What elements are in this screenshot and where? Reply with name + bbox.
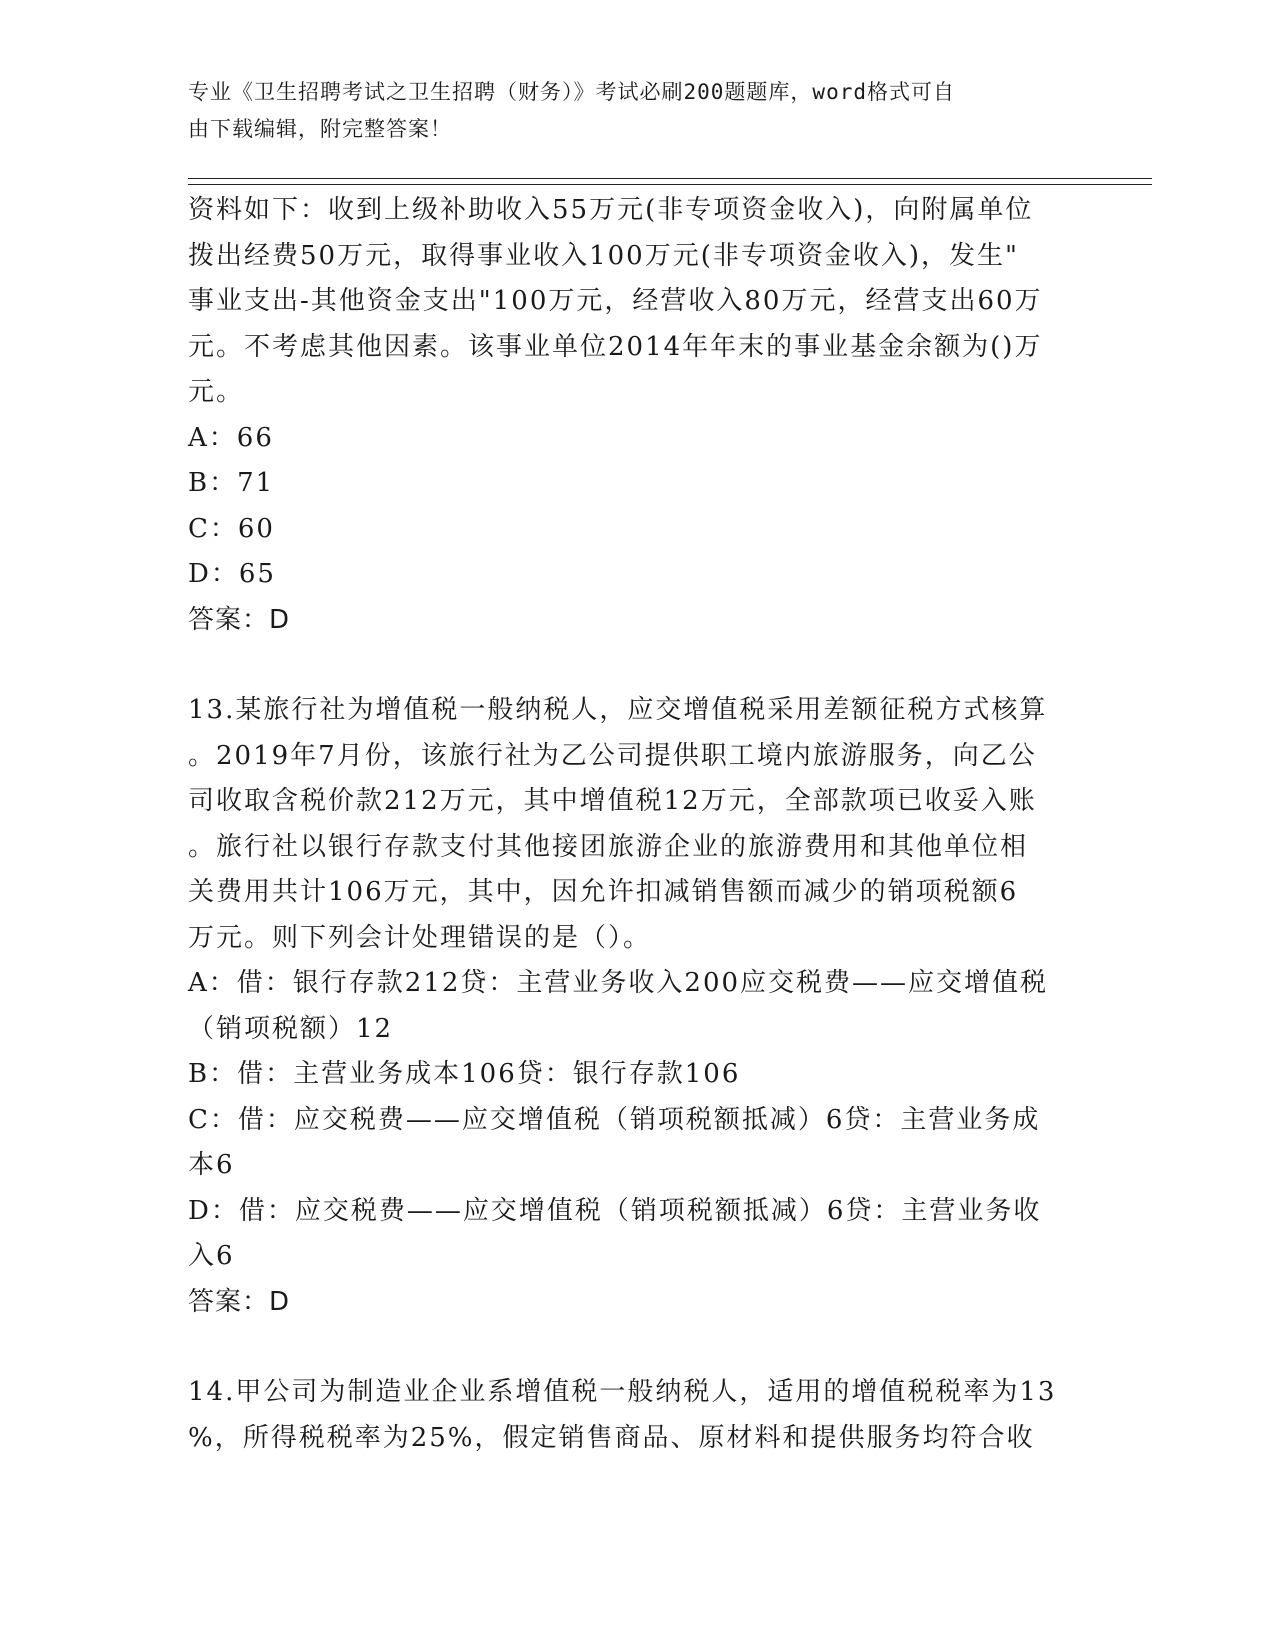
question-stem-line: %，所得税税率为25%，假定销售商品、原材料和提供服务均符合收 <box>188 1422 1035 1453</box>
question-13 <box>188 688 1078 1325</box>
answer: 答案：D <box>188 604 291 635</box>
spacer <box>188 1325 1078 1370</box>
question-stem-line: 。旅行社以银行存款支付其他接团旅游企业的旅游费用和其他单位相 <box>188 831 1029 862</box>
header-divider-bottom <box>188 184 1152 185</box>
question-stem-line: 拨出经费50万元，取得事业收入100万元(非专项资金收入)，发生" <box>188 240 1019 271</box>
document-body <box>188 188 1078 1461</box>
option-c: C：60 <box>188 513 275 544</box>
question-stem-line: 关费用共计106万元，其中，因允许扣减销售额而减少的销项税额6 <box>188 877 1019 907</box>
option-line: 入6 <box>188 1241 235 1271</box>
question-stem-line: 元。不考虑其他因素。该事业单位2014年年末的事业基金余额为()万 <box>188 331 1043 362</box>
question-stem-line: 。2019年7月份，该旅行社为乙公司提供职工境内旅游服务，向乙公 <box>188 740 1037 771</box>
header-line-2: 由下载编辑，附完整答案！ <box>188 117 452 141</box>
answer: 答案：D <box>188 1286 291 1317</box>
option-b: B：71 <box>188 468 275 498</box>
question-stem-line: 14.甲公司为制造业企业系增值税一般纳税人，适用的增值税税率为13 <box>188 1377 1057 1407</box>
header-divider-top <box>188 178 1152 179</box>
question-stem-line: 元。 <box>188 377 245 407</box>
question-stem-line: 司收取含税价款212万元，其中增值税12万元，全部款项已收妥入账 <box>188 786 1037 816</box>
option-line: C：借：应交税费——应交增值税（销项税额抵减）6贷：主营业务成 <box>188 1104 1041 1135</box>
option-a: A：66 <box>188 422 274 453</box>
question-stem-line: 13.某旅行社为增值税一般纳税人，应交增值税采用差额征税方式核算 <box>188 695 1048 725</box>
document-header <box>188 74 1068 148</box>
option-line: B：借：主营业务成本106贷：银行存款106 <box>188 1059 741 1089</box>
option-d: D：65 <box>188 559 276 589</box>
option-line: D：借：应交税费——应交增值税（销项税额抵减）6贷：主营业务收 <box>188 1195 1042 1226</box>
question-stem-line: 资料如下：收到上级补助收入55万元(非专项资金收入)，向附属单位 <box>188 195 1034 225</box>
header-line-1: 专业《卫生招聘考试之卫生招聘（财务）》考试必刷200题题库，word格式可自 <box>188 80 955 104</box>
option-line: A：借：银行存款212贷：主营业务收入200应交税费——应交增值税 <box>188 968 1049 998</box>
question-14 <box>188 1370 1078 1461</box>
spacer <box>188 643 1078 688</box>
option-line: （销项税额）12 <box>188 1013 394 1044</box>
question-stem-line: 万元。则下列会计处理错误的是（）。 <box>188 922 652 953</box>
question-stem-line: 事业支出-其他资金支出"100万元，经营收入80万元，经营支出60万 <box>188 286 1043 316</box>
option-line: 本6 <box>188 1150 235 1180</box>
question-12 <box>188 188 1078 643</box>
